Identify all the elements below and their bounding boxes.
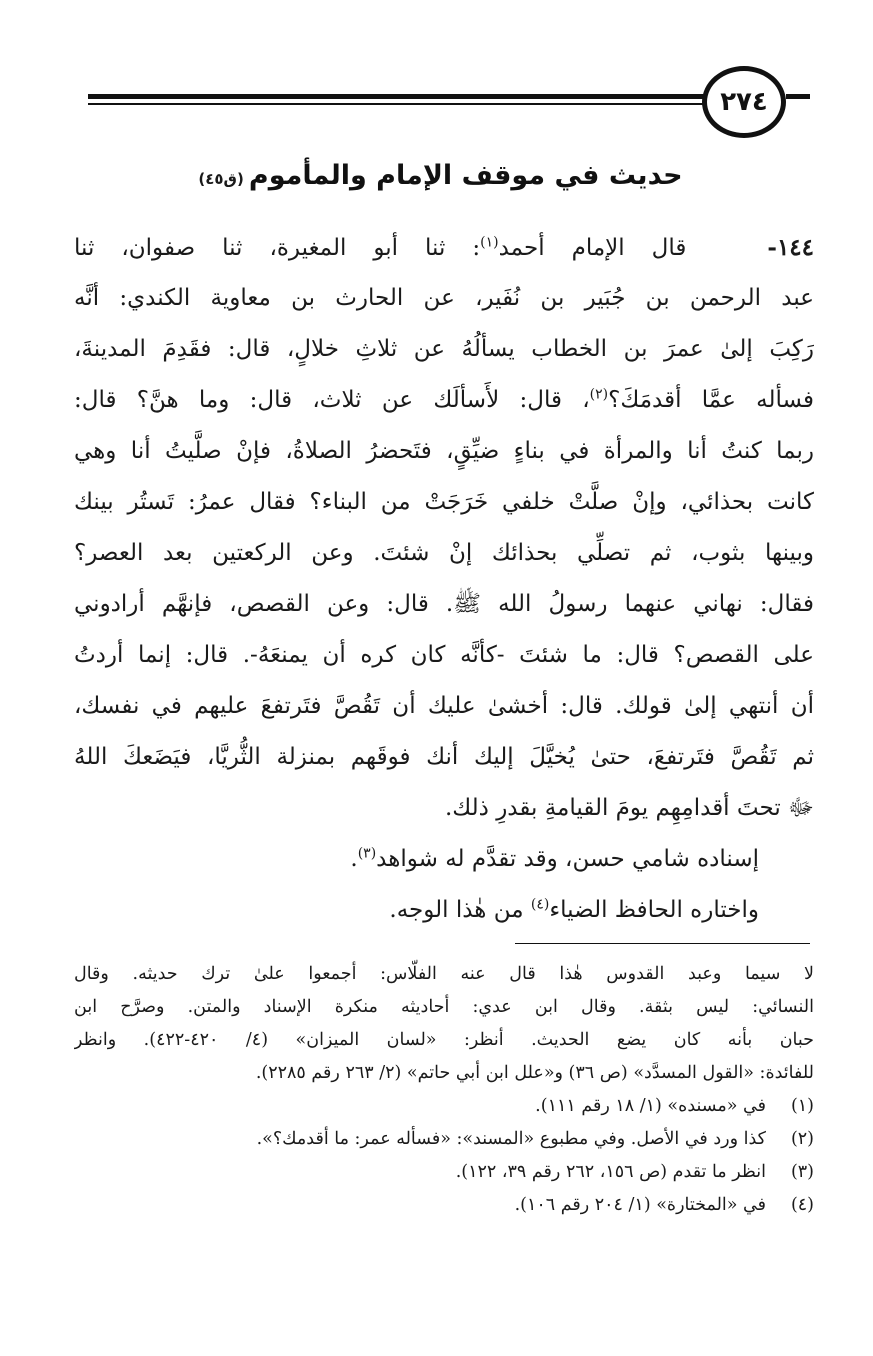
body-line: عبد الرحمن بن جُبَير بن نُفَير، عن الحارث بن معاوية الكندي: أنَّه: [74, 285, 814, 311]
section-title-text: حديث في موقف الإمام والمأموم: [248, 160, 683, 191]
footnote-separator: [515, 943, 810, 944]
footnote-ref: (١): [480, 234, 499, 251]
header-rule: [88, 94, 708, 99]
footnote: (٢)كذا ورد في الأصل. وفي مطبوع «المسند»: «فسأله عمر: ما أقدمك؟».: [74, 1123, 814, 1156]
body-line: ربما كنتُ أنا والمرأة في بناءٍ ضيِّقٍ، فتَحضرُ الصلاةُ، فإنْ صلَّيتُ أنا وهي: [74, 438, 814, 464]
footnote: (٤)في «المختارة» (١/ ٢٠٤ رقم ١٠٦).: [74, 1189, 814, 1222]
body-line: فقال: نهاني عنهما رسولُ الله ﷺ. قال: وعن القصص، فإنهَّم أرادوني: [74, 591, 814, 617]
footnote-ref: (٣): [357, 845, 377, 862]
body-line: ثم تَقُصَّ فتَرتفعَ، حتىٰ يُخيَّلَ إليك أنك فوقَهم بمنزلة الثُّريَّا، فيَضَعكَ اللهُ: [74, 744, 814, 770]
footnote-number: (٣): [790, 1162, 814, 1182]
body-line: على القصص؟ قال: ما شئتَ -كأنَّه كان كره أن يمنعَهُ-. قال: إنما أردتُ: [74, 642, 814, 668]
body-line: فسأله عمَّا أقدمَكَ؟$^{(٢)}$، قال: لأَسألَك عن ثلاث، قال: وما هنَّ؟ قال:: [74, 386, 814, 413]
body-line: ﷻ تحتَ أقدامِهِم يومَ القيامةِ بقدرِ ذلك.: [444, 795, 814, 821]
isnad-note: إسناده شامي حسن، وقد تقدَّم له شواهد$^{(٣)}$.: [350, 845, 759, 872]
header-rule-thin: [88, 103, 708, 105]
footnote-continuation-line: حبان بأنه كان يضع الحديث. أنظر: «لسان الميزان» (٤/ ٤٢٠-٤٢٢). وانظر: [74, 1030, 814, 1050]
footnote-continuation-line: لا سيما وعبد القدوس هٰذا قال عنه الفلّاس: أجمعوا علىٰ ترك حديثه. وقال: [74, 964, 814, 984]
footnote-ref: (٢): [589, 386, 609, 403]
header-rule-right: [786, 94, 810, 99]
footnote-continuation-line: النسائي: ليس بثقة. وقال ابن عدي: أحاديثه منكرة الإسناد والمتن. وصرَّح ابن: [74, 997, 814, 1017]
body-line: أن أنتهي إلىٰ قولك. قال: أخشىٰ عليك أن تَقُصَّ فتَرتفعَ عليهم في نفسك،: [74, 693, 814, 719]
footnotes: [74, 958, 814, 1222]
isnad-note: واختاره الحافظ الضياء$^{(٤)}$ من هٰذا الوجه.: [389, 896, 759, 923]
section-title-ref: (ق٤٥): [198, 170, 244, 188]
page-number-badge: [702, 66, 786, 138]
body-line: رَكِبَ إلىٰ عمرَ بن الخطاب يسألُهُ عن ثلاثِ خلالٍ، قال: فقَدِمَ المدينةَ،: [74, 336, 814, 362]
footnote-number: (٢): [790, 1129, 814, 1149]
hadith-body: [74, 222, 814, 936]
footnote-ref: (٤): [530, 896, 550, 913]
body-line: كانت بحذائي، وإنْ صلَّتْ خلفي خَرَجَتْ من البناء؟ فقال عمرُ: تَستُر بينك: [74, 489, 814, 515]
footnote: (١)في «مسنده» (١/ ١٨ رقم ١١١).: [74, 1090, 814, 1123]
footnote-number: (٤): [790, 1195, 814, 1215]
hadith-number: ١٤٤-: [767, 234, 814, 261]
page-number: ٢٧٤: [720, 87, 768, 117]
footnote: (٣)انظر ما تقدم (ص ١٥٦، ٢٦٢ رقم ٣٩، ١٢٢).: [74, 1156, 814, 1189]
body-line: ١٤٤- قال الإمام أحمد$^{(١)}$: ثنا أبو المغيرة، ثنا صفوان، ثنا: [74, 234, 814, 261]
footnote-continuation-line: للفائدة: «القول المسدَّد» (ص ٣٦) و«علل ابن أبي حاتم» (٢/ ٢٦٣ رقم ٢٢٨٥).: [255, 1063, 814, 1083]
section-title: [80, 160, 793, 208]
body-line: وبينها بثوب، ثم تصلِّي بحذائك إنْ شئتَ. وعن الركعتين بعد العصر؟: [74, 540, 814, 566]
footnote-number: (١): [790, 1096, 814, 1116]
